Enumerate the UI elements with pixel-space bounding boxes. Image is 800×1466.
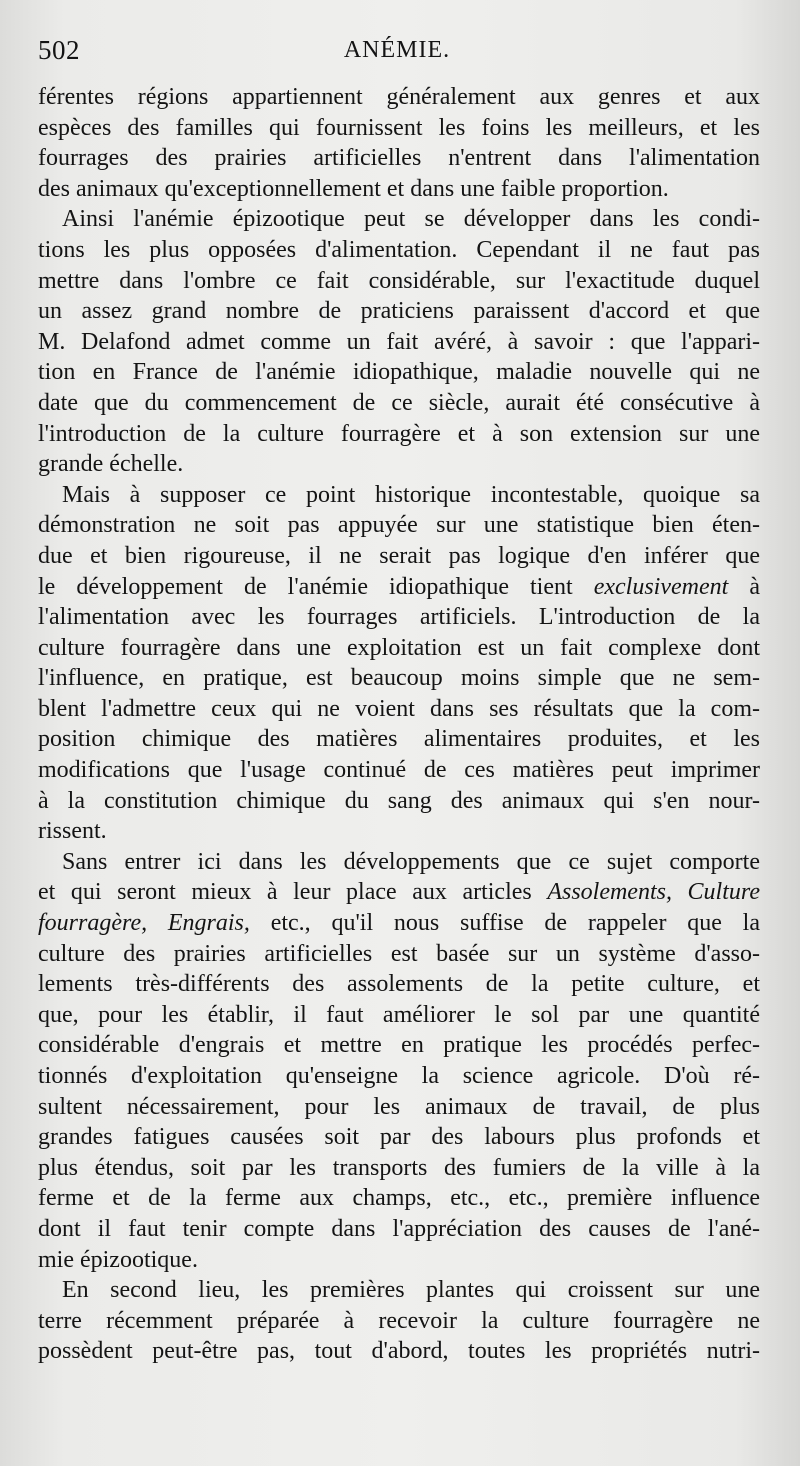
line-text: l'introduction de la culture fourragère et à son extension sur une	[38, 420, 760, 447]
line-text: due et bien rigoureuse, il ne serait pas logique d'en inférer que	[38, 542, 760, 569]
text-line	[38, 816, 760, 847]
line-text: En second lieu, les premières plantes qui croissent sur une	[62, 1277, 760, 1304]
text-line	[38, 1122, 760, 1153]
text-line	[38, 908, 760, 939]
line-text: modifications que l'usage continué de ces matières peut imprimer	[38, 757, 760, 784]
line-text: le développement de l'anémie idiopathique tient	[38, 573, 594, 600]
text-line	[38, 1061, 760, 1092]
line-text: grande échelle.	[38, 451, 184, 478]
line-text: espèces des familles qui fournissent les foins les meilleurs, et les	[38, 114, 760, 141]
running-title: ANÉMIE.	[343, 37, 451, 63]
line-text: culture fourragère dans une exploitation est un fait complexe dont	[38, 634, 760, 661]
text-line	[38, 1336, 760, 1367]
italic-text: exclusivement	[593, 573, 729, 600]
text-line	[38, 174, 760, 205]
line-text: blent l'admettre ceux qui ne voient dans ses résultats que la com-	[38, 695, 760, 722]
text-line	[38, 724, 760, 755]
line-text: grandes fatigues causées soit par des labours plus profonds et	[38, 1124, 760, 1151]
text-line	[38, 1000, 760, 1031]
line-text: fourrages des prairies artificielles n'entrent dans l'alimentation	[38, 145, 760, 172]
line-text: et qui seront mieux à leur place aux articles	[38, 879, 548, 906]
text-line	[38, 602, 760, 633]
line-text: position chimique des matières alimentaires produites, et les	[38, 726, 760, 753]
line-text: tion en France de l'anémie idiopathique, maladie nouvelle qui ne	[38, 359, 760, 386]
text-line	[38, 82, 760, 113]
page-header	[38, 32, 756, 68]
line-text: mie épizootique.	[38, 1246, 198, 1273]
line-text: férentes régions appartiennent généralement aux genres et aux	[38, 84, 760, 110]
text-line	[38, 235, 760, 266]
line-text: à la constitution chimique du sang des animaux qui s'en nour-	[38, 787, 760, 814]
line-text: l'alimentation avec les fourrages artificiels. L'introduction de la	[38, 604, 760, 631]
text-line	[38, 694, 760, 725]
text-line	[38, 786, 760, 817]
line-text: dont il faut tenir compte dans l'appréciation des causes de l'ané-	[38, 1215, 760, 1242]
text-line	[38, 1092, 760, 1123]
text-line	[38, 266, 760, 297]
text-line	[38, 1275, 760, 1306]
text-line	[38, 419, 760, 450]
line-text: que, pour les établir, il faut améliorer le sol par une quantité	[38, 1001, 760, 1028]
text-line	[38, 877, 760, 908]
page-number: 502	[38, 35, 80, 65]
text-line	[38, 327, 760, 358]
line-text: Sans entrer ici dans les développements que ce sujet comporte	[62, 848, 760, 875]
line-text: un assez grand nombre de praticiens paraissent d'accord et que	[38, 298, 760, 325]
text-line	[38, 296, 760, 327]
text-line	[38, 204, 760, 235]
line-text: rissent.	[38, 818, 107, 845]
line-text: terre récemment préparée à recevoir la culture fourragère ne	[38, 1307, 760, 1334]
text-line	[38, 510, 760, 541]
text-line	[38, 113, 760, 144]
text-line	[38, 143, 760, 174]
line-text: des animaux qu'exceptionnellement et dans une faible proportion.	[38, 175, 669, 202]
text-line	[38, 480, 760, 511]
line-text: Ainsi l'anémie épizootique peut se développer dans les condi-	[62, 206, 760, 233]
text-line	[38, 388, 760, 419]
text-line	[38, 541, 760, 572]
text-line	[38, 449, 760, 480]
text-line	[38, 357, 760, 388]
text-line	[38, 755, 760, 786]
line-text: tionnés d'exploitation qu'enseigne la science agricole. D'où ré-	[38, 1063, 760, 1089]
line-text: considérable d'engrais et mettre en pratique les procédés perfec-	[38, 1032, 760, 1059]
text-line	[38, 969, 760, 1000]
text-line	[38, 663, 760, 694]
line-text-after: etc., qu'il nous suffise de rappeler que la	[249, 910, 760, 937]
line-text: M. Delafond admet comme un fait avéré, à savoir : que l'appari-	[38, 328, 760, 355]
body-text	[38, 82, 760, 1367]
line-text: culture des prairies artificielles est basée sur un système d'asso-	[38, 940, 760, 967]
text-line	[38, 1245, 760, 1276]
italic-text: Assolements, Culture	[547, 879, 760, 906]
line-text: ferme et de la ferme aux champs, etc., etc., première influence	[38, 1185, 760, 1212]
text-line	[38, 1030, 760, 1061]
line-text: Mais à supposer ce point historique incontestable, quoique sa	[62, 481, 760, 508]
line-text: possèdent peut-être pas, tout d'abord, toutes les propriétés nutri-	[38, 1338, 760, 1365]
italic-text: fourragère, Engrais,	[38, 910, 250, 937]
text-line	[38, 939, 760, 970]
line-text: mettre dans l'ombre ce fait considérable, sur l'exactitude duquel	[38, 267, 760, 294]
text-line	[38, 1214, 760, 1245]
line-text-after: à	[728, 573, 760, 600]
text-line	[38, 1183, 760, 1214]
text-line	[38, 1153, 760, 1184]
line-text: plus étendus, soit par les transports des fumiers de la ville à la	[38, 1154, 760, 1181]
line-text: tions les plus opposées d'alimentation. Cependant il ne faut pas	[38, 236, 760, 263]
text-line	[38, 633, 760, 664]
text-line	[38, 847, 760, 878]
text-line	[38, 572, 760, 603]
text-line	[38, 1306, 760, 1337]
line-text: lements très-différents des assolements de la petite culture, et	[38, 971, 760, 998]
line-text: l'influence, en pratique, est beaucoup moins simple que ne sem-	[38, 665, 760, 692]
line-text: sultent nécessairement, pour les animaux de travail, de plus	[38, 1093, 760, 1120]
line-text: démonstration ne soit pas appuyée sur une statistique bien éten-	[38, 512, 760, 539]
line-text: date que du commencement de ce siècle, aurait été consécutive à	[38, 389, 760, 416]
